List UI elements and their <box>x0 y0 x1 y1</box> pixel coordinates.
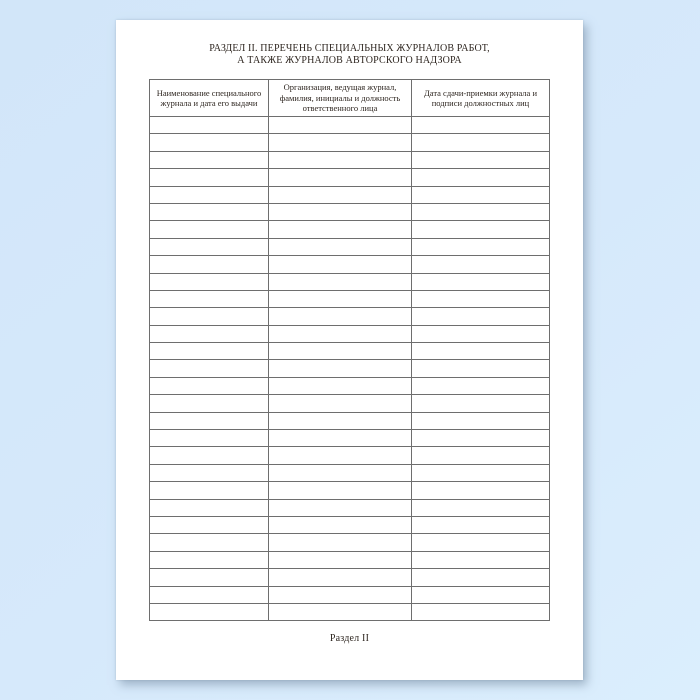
table-cell-empty <box>269 377 412 394</box>
table-row <box>150 134 550 151</box>
table-cell-empty <box>150 273 269 290</box>
table-cell-empty <box>150 464 269 481</box>
table-row <box>150 169 550 186</box>
table-cell-empty <box>412 221 550 238</box>
table-cell-empty <box>150 499 269 516</box>
table-cell-empty <box>269 464 412 481</box>
table-cell-empty <box>412 117 550 134</box>
table-cell-empty <box>412 569 550 586</box>
table-cell-empty <box>269 395 412 412</box>
table-row <box>150 343 550 360</box>
table-cell-empty <box>269 499 412 516</box>
table-cell-empty <box>150 169 269 186</box>
table-cell-empty <box>150 412 269 429</box>
table-row <box>150 447 550 464</box>
table-cell-empty <box>269 221 412 238</box>
table-cell-empty <box>150 238 269 255</box>
table-cell-empty <box>269 551 412 568</box>
table-cell-empty <box>269 203 412 220</box>
table-cell-empty <box>150 551 269 568</box>
column-header-organization: Организация, ведущая журнал, фамилия, инициалы и должность ответственного лица <box>269 80 412 117</box>
table-row <box>150 395 550 412</box>
table-row <box>150 412 550 429</box>
journals-table <box>149 79 550 621</box>
table-cell-empty <box>412 395 550 412</box>
table-cell-empty <box>412 447 550 464</box>
table-cell-empty <box>412 430 550 447</box>
table-cell-empty <box>412 603 550 620</box>
table-row <box>150 516 550 533</box>
page-footer: Раздел II <box>329 633 370 645</box>
table-cell-empty <box>150 447 269 464</box>
table-cell-empty <box>150 134 269 151</box>
table-cell-empty <box>150 151 269 168</box>
table-cell-empty <box>269 569 412 586</box>
table-body <box>150 117 550 621</box>
table-row <box>150 360 550 377</box>
table-cell-empty <box>269 151 412 168</box>
table-row <box>150 273 550 290</box>
table-cell-empty <box>150 430 269 447</box>
table-cell-empty <box>269 516 412 533</box>
table-row <box>150 203 550 220</box>
table-cell-empty <box>269 482 412 499</box>
table-cell-empty <box>269 325 412 342</box>
table-cell-empty <box>150 308 269 325</box>
table-cell-empty <box>150 290 269 307</box>
table-row <box>150 117 550 134</box>
table-cell-empty <box>150 482 269 499</box>
table-cell-empty <box>269 430 412 447</box>
column-header-journal-name: Наименование специального журнала и дата его выдачи <box>150 80 269 117</box>
table-row <box>150 499 550 516</box>
table-cell-empty <box>150 221 269 238</box>
table-cell-empty <box>412 308 550 325</box>
table-cell-empty <box>150 256 269 273</box>
table-row <box>150 186 550 203</box>
table-cell-empty <box>150 325 269 342</box>
column-header-acceptance-date: Дата сдачи-приемки журнала и подписи должностных лиц <box>412 80 550 117</box>
table-cell-empty <box>269 586 412 603</box>
table-cell-empty <box>269 360 412 377</box>
table-row <box>150 482 550 499</box>
table-cell-empty <box>269 117 412 134</box>
table-cell-empty <box>412 169 550 186</box>
table-cell-empty <box>412 534 550 551</box>
table-cell-empty <box>412 586 550 603</box>
table-cell-empty <box>412 360 550 377</box>
table-cell-empty <box>412 343 550 360</box>
table-cell-empty <box>150 569 269 586</box>
table-cell-empty <box>412 273 550 290</box>
table-cell-empty <box>269 134 412 151</box>
table-cell-empty <box>269 256 412 273</box>
table-cell-empty <box>412 482 550 499</box>
table-cell-empty <box>269 238 412 255</box>
table-cell-empty <box>150 603 269 620</box>
table-cell-empty <box>150 343 269 360</box>
table-row <box>150 256 550 273</box>
table-cell-empty <box>269 290 412 307</box>
table-cell-empty <box>150 203 269 220</box>
section-title <box>116 43 583 67</box>
table-header-row <box>150 80 550 117</box>
table-cell-empty <box>412 551 550 568</box>
table-cell-empty <box>412 151 550 168</box>
table-row <box>150 603 550 620</box>
table-cell-empty <box>269 534 412 551</box>
table-cell-empty <box>269 343 412 360</box>
table-cell-empty <box>412 238 550 255</box>
document-page <box>116 20 583 680</box>
table-row <box>150 534 550 551</box>
table-cell-empty <box>269 169 412 186</box>
table-row <box>150 151 550 168</box>
table-cell-empty <box>412 516 550 533</box>
table-row <box>150 464 550 481</box>
table-row <box>150 586 550 603</box>
table-cell-empty <box>412 377 550 394</box>
table-cell-empty <box>269 273 412 290</box>
table-cell-empty <box>412 412 550 429</box>
table-cell-empty <box>150 516 269 533</box>
section-title-line1: РАЗДЕЛ II. ПЕРЕЧЕНЬ СПЕЦИАЛЬНЫХ ЖУРНАЛОВ РАБОТ, <box>209 43 490 54</box>
table-header <box>150 80 550 117</box>
table-row <box>150 551 550 568</box>
table-cell-empty <box>150 586 269 603</box>
section-title-line2: А ТАКЖЕ ЖУРНАЛОВ АВТОРСКОГО НАДЗОРА <box>237 55 462 66</box>
table-cell-empty <box>269 447 412 464</box>
table-cell-empty <box>150 117 269 134</box>
table-cell-empty <box>150 534 269 551</box>
table-cell-empty <box>269 308 412 325</box>
table-row <box>150 377 550 394</box>
table-cell-empty <box>150 360 269 377</box>
table-cell-empty <box>412 256 550 273</box>
table-cell-empty <box>412 325 550 342</box>
table-row <box>150 325 550 342</box>
table-row <box>150 238 550 255</box>
table-row <box>150 308 550 325</box>
table-cell-empty <box>150 395 269 412</box>
table-row <box>150 569 550 586</box>
table-cell-empty <box>150 186 269 203</box>
table-cell-empty <box>412 203 550 220</box>
table-cell-empty <box>412 464 550 481</box>
table-cell-empty <box>412 499 550 516</box>
table-row <box>150 290 550 307</box>
table-cell-empty <box>412 134 550 151</box>
table-row <box>150 221 550 238</box>
table-row <box>150 430 550 447</box>
table-cell-empty <box>150 377 269 394</box>
table-cell-empty <box>269 603 412 620</box>
table-cell-empty <box>269 412 412 429</box>
table-cell-empty <box>412 186 550 203</box>
table-cell-empty <box>269 186 412 203</box>
table-cell-empty <box>412 290 550 307</box>
